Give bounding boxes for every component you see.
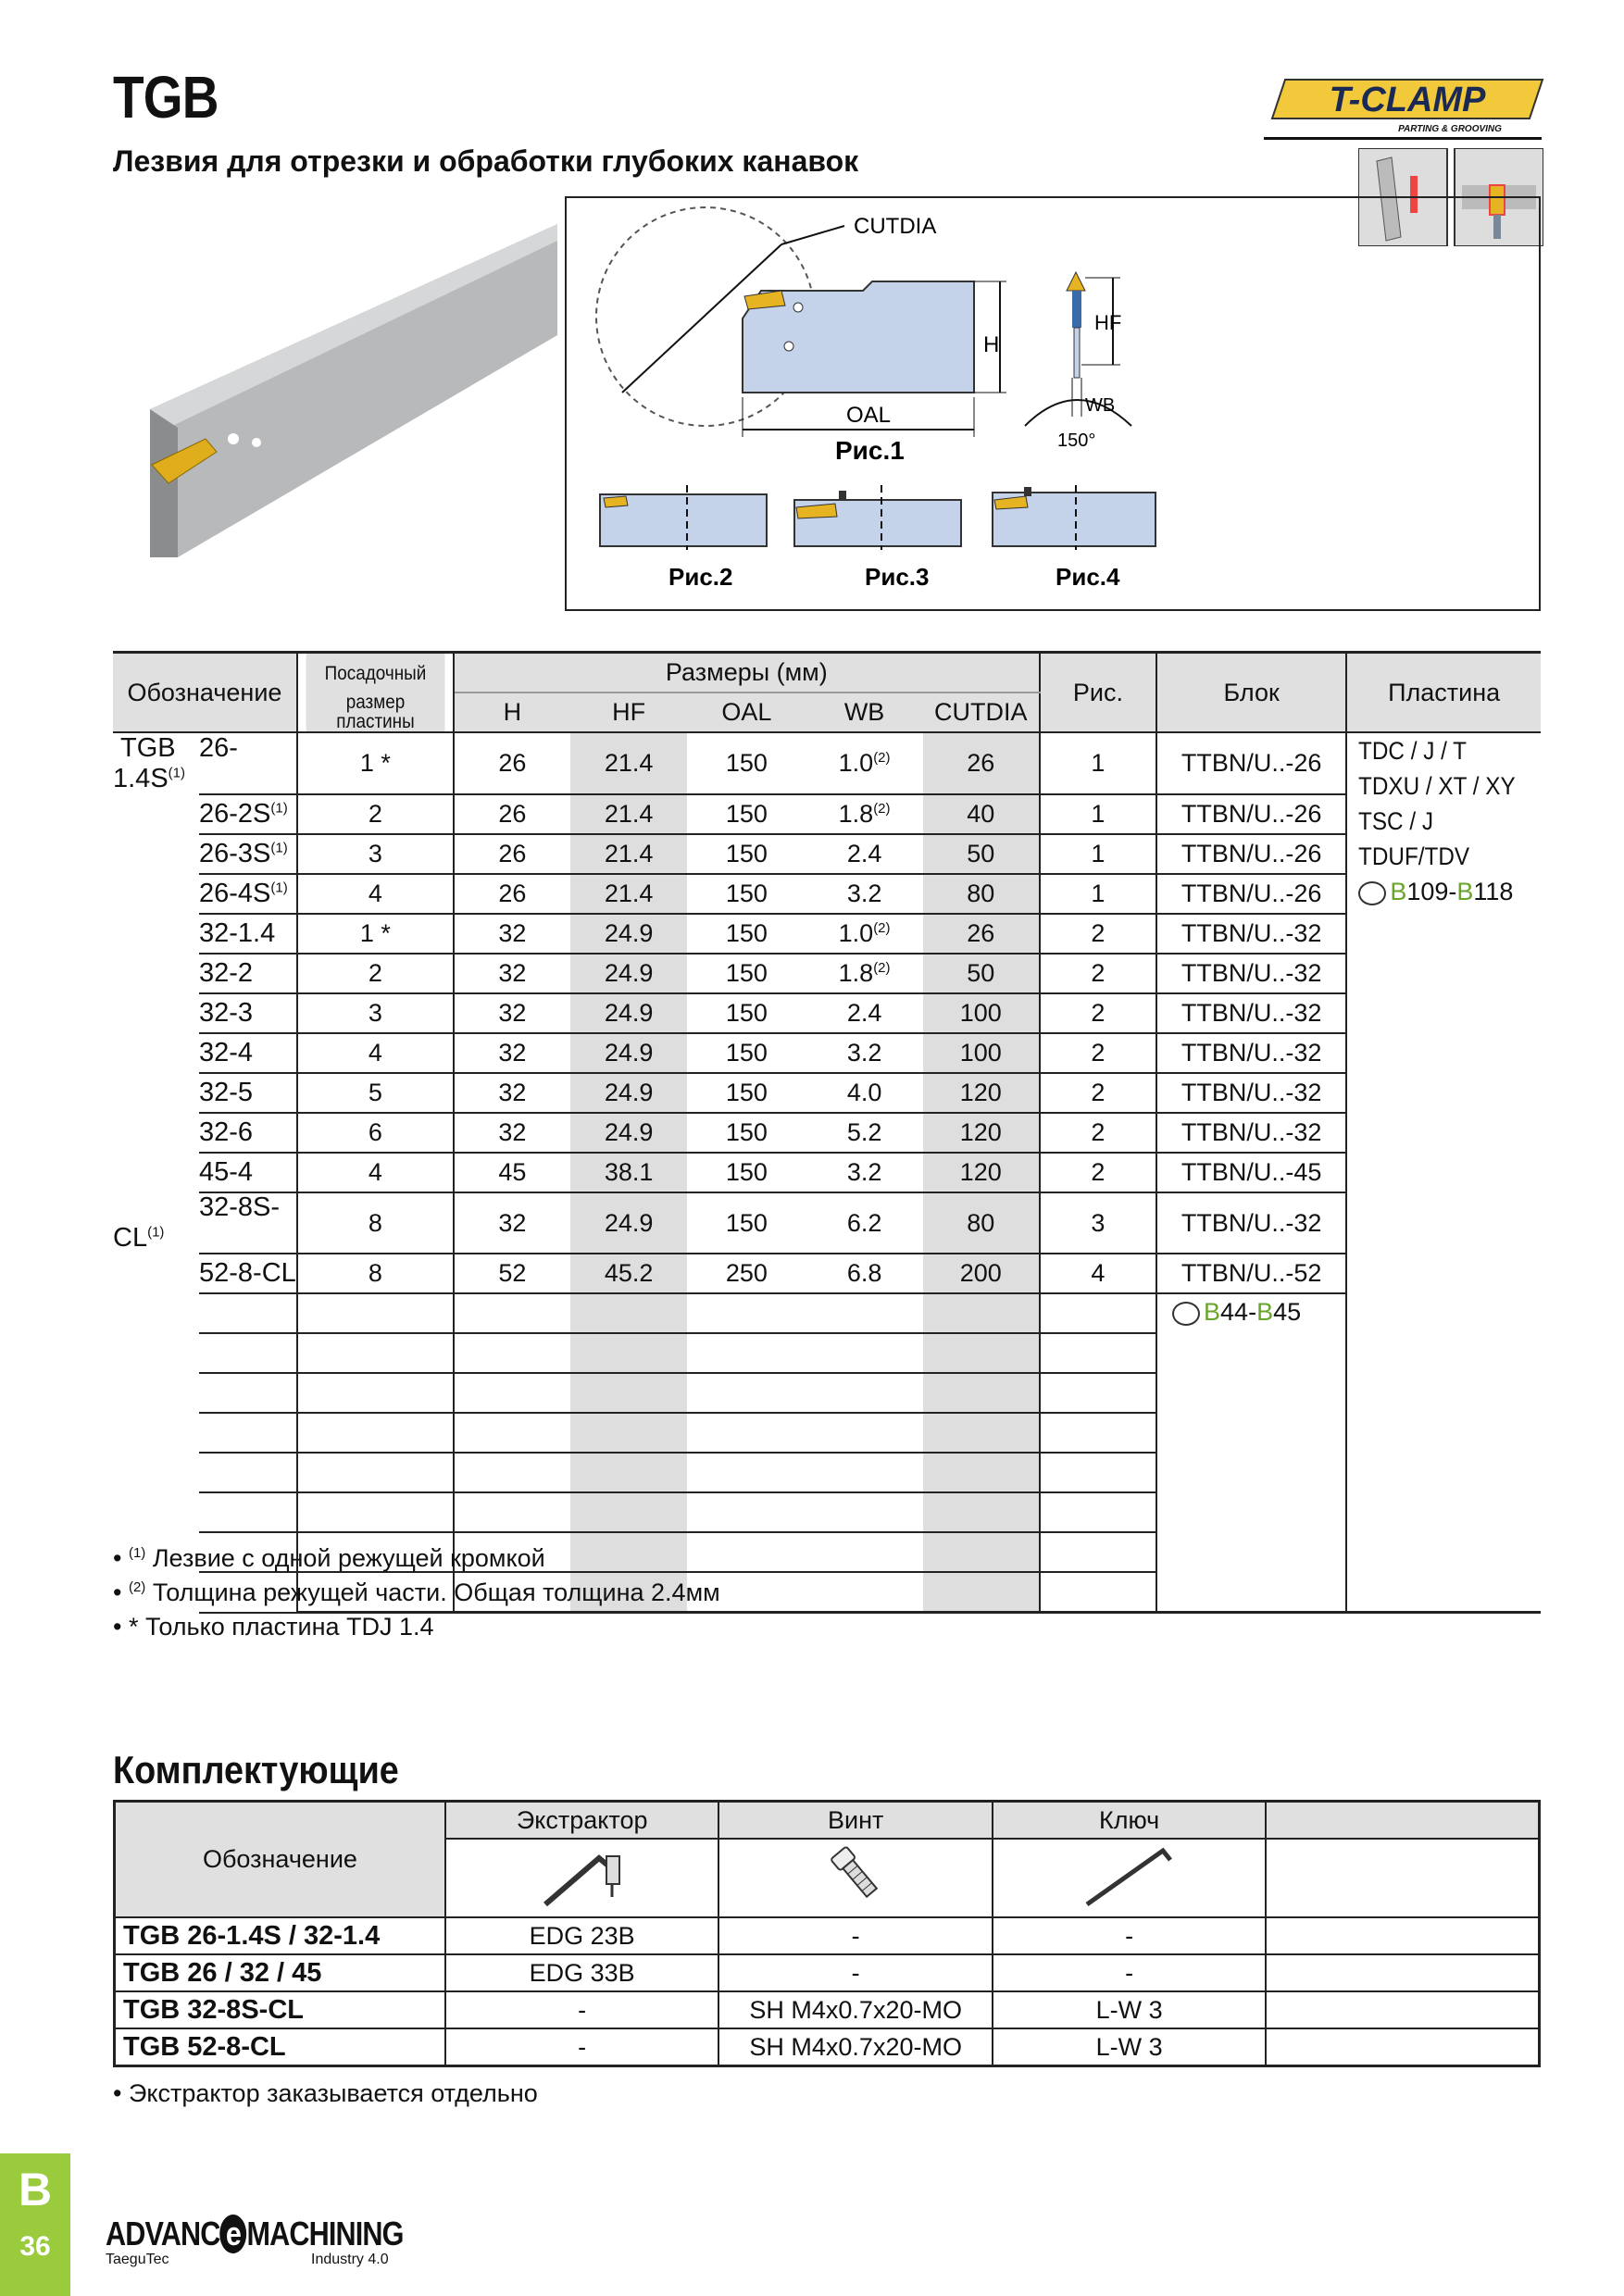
footnote-3: • * Только пластина TDJ 1.4: [113, 1613, 434, 1641]
cutdia-cell: 26: [923, 732, 1040, 794]
col-cutdia: CUTDIA: [923, 693, 1040, 732]
h-cell: 32: [454, 993, 570, 1033]
acc-name-cell: TGB 32-8S-CL: [115, 1991, 445, 2028]
key-icon: [993, 1839, 1266, 1917]
blade-photo: [113, 196, 557, 557]
fig-cell: 3: [1040, 1192, 1156, 1254]
acc-key-cell: -: [993, 1917, 1266, 1954]
wb-cell: 1.0$^{(2)}$: [806, 914, 923, 954]
designation-code: 32-4: [199, 1038, 254, 1067]
seat-cell: [297, 1453, 454, 1492]
h-cell: [454, 1492, 570, 1532]
h-cell: 26: [454, 834, 570, 874]
acc-col-screw: Винт: [718, 1802, 993, 1840]
cutdia-cell: 80: [923, 874, 1040, 914]
designation-prefix: TGB: [120, 733, 176, 763]
col-designation: Обозначение: [113, 653, 297, 733]
designation-code: 32-3: [199, 998, 254, 1028]
table-row: [113, 914, 1541, 954]
wb-cell: [806, 1413, 923, 1453]
wb-cell: [806, 1532, 923, 1572]
acc-name-cell: TGB 52-8-CL: [115, 2028, 445, 2066]
hf-cell: [570, 1492, 687, 1532]
acc-key-cell: -: [993, 1954, 1266, 1991]
designation-code: 32-6: [199, 1117, 254, 1147]
cutdia-cell: 200: [923, 1254, 1040, 1293]
designation-cell: [113, 954, 297, 993]
hf-cell: 45.2: [570, 1254, 687, 1293]
acc-col-empty: [1266, 1802, 1539, 1840]
oal-cell: 150: [687, 1033, 806, 1073]
oal-cell: 150: [687, 1153, 806, 1192]
hf-cell: [570, 1413, 687, 1453]
page-number: 36: [19, 2231, 51, 2262]
fig-cell: 4: [1040, 1254, 1156, 1293]
fig-cell: [1040, 1572, 1156, 1613]
insert-type: TDC / J / T: [1358, 737, 1468, 765]
accessory-row: [115, 1954, 1540, 1991]
fig1-caption: Рис.1: [835, 436, 905, 465]
designation-cell: [113, 1153, 297, 1192]
designation-code: 45-4: [199, 1157, 254, 1187]
wb-cell: 2.4: [806, 993, 923, 1033]
designation-code: 26-1.4S: [113, 733, 238, 793]
brand-logo: [1268, 74, 1546, 137]
hf-cell: [570, 1373, 687, 1413]
seat-cell: 1 *: [297, 914, 454, 954]
h-cell: 32: [454, 914, 570, 954]
wb-cell: 3.2: [806, 874, 923, 914]
oal-cell: 150: [687, 993, 806, 1033]
fig-cell: [1040, 1413, 1156, 1453]
hf-cell: 21.4: [570, 834, 687, 874]
seat-cell: [297, 1373, 454, 1413]
footer-logo: ADVANC e MACHINING TaeguTec Industry 4.0: [106, 2215, 404, 2267]
h-cell: [454, 1333, 570, 1373]
insert-type: TSC / J: [1358, 807, 1434, 835]
col-wb: WB: [806, 693, 923, 732]
hf-cell: 21.4: [570, 794, 687, 834]
accessories-note: • Экстрактор заказывается отдельно: [113, 2079, 538, 2107]
block-catalog-ref: B44-B45: [1157, 1298, 1345, 1327]
wb-cell: 6.2: [806, 1192, 923, 1254]
footnote-2: • $^{(2)}$ Толщина режущей части. Общая толщина 2.4мм: [113, 1578, 720, 1606]
extractor-icon: [445, 1839, 719, 1917]
fig-cell: [1040, 1492, 1156, 1532]
oal-cell: 150: [687, 914, 806, 954]
col-dims: Размеры (мм): [454, 653, 1040, 693]
brand-tag: PARTING & GROOVING: [1398, 124, 1502, 134]
seat-cell: 4: [297, 1153, 454, 1192]
seat-cell: 4: [297, 874, 454, 914]
fig2-caption: Рис.2: [668, 563, 733, 591]
accessories-table: [113, 1800, 1541, 2067]
designation-cell: [113, 732, 297, 794]
fig-cell: 2: [1040, 1073, 1156, 1113]
block-cell: TTBN/U..-26: [1156, 732, 1346, 794]
col-oal: OAL: [687, 693, 806, 732]
dimension-drawing: [567, 198, 1539, 609]
fig-cell: [1040, 1293, 1156, 1333]
oal-cell: [687, 1333, 806, 1373]
technical-diagram: [565, 196, 1541, 611]
oal-cell: [687, 1413, 806, 1453]
designation-cell: [113, 874, 297, 914]
wb-cell: 4.0: [806, 1073, 923, 1113]
fig-cell: 2: [1040, 1033, 1156, 1073]
wb-cell: 1.8$^{(2)}$: [806, 954, 923, 993]
designation-cell: [113, 1492, 297, 1532]
block-cell: TTBN/U..-26: [1156, 834, 1346, 874]
acc-col-key: Ключ: [993, 1802, 1266, 1840]
block-cell: TTBN/U..-26: [1156, 794, 1346, 834]
designation-code: 26-2S: [199, 799, 271, 829]
table-row: [113, 1113, 1541, 1153]
designation-cell: [113, 1333, 297, 1373]
block-cell: TTBN/U..-45: [1156, 1153, 1346, 1192]
label-angle: 150°: [1057, 430, 1096, 451]
acc-extractor-cell: EDG 33B: [445, 1954, 719, 1991]
fig4-caption: Рис.4: [1056, 563, 1120, 591]
fig-cell: 1: [1040, 794, 1156, 834]
h-cell: 52: [454, 1254, 570, 1293]
block-ref-cell: [1156, 1293, 1346, 1613]
hf-cell: 38.1: [570, 1153, 687, 1192]
designation-cell: [113, 1293, 297, 1333]
h-cell: [454, 1373, 570, 1413]
cutdia-cell: 120: [923, 1153, 1040, 1192]
designation-cell: [113, 914, 297, 954]
label-oal: OAL: [846, 403, 892, 428]
table-row: [113, 954, 1541, 993]
oal-cell: 150: [687, 954, 806, 993]
acc-screw-cell: -: [718, 1954, 993, 1991]
table-row: [113, 1033, 1541, 1073]
footnote-1: • $^{(1)}$ Лезвие с одной режущей кромкой: [113, 1544, 545, 1572]
cutdia-cell: [923, 1333, 1040, 1373]
wb-cell: 5.2: [806, 1113, 923, 1153]
table-row: [113, 1153, 1541, 1192]
cutdia-cell: 26: [923, 914, 1040, 954]
cutdia-cell: 80: [923, 1192, 1040, 1254]
accessory-row: [115, 1917, 1540, 1954]
hf-cell: 24.9: [570, 914, 687, 954]
hf-cell: [570, 1532, 687, 1572]
fig-cell: [1040, 1453, 1156, 1492]
brand-name: T-CLAMP: [1329, 81, 1486, 119]
h-cell: 26: [454, 732, 570, 794]
wb-cell: [806, 1373, 923, 1413]
cutdia-cell: [923, 1492, 1040, 1532]
acc-screw-cell: -: [718, 1917, 993, 1954]
wb-cell: [806, 1572, 923, 1613]
seat-cell: [297, 1413, 454, 1453]
wb-cell: [806, 1453, 923, 1492]
cutdia-cell: 50: [923, 834, 1040, 874]
fig-cell: [1040, 1333, 1156, 1373]
hf-cell: 24.9: [570, 1192, 687, 1254]
block-cell: TTBN/U..-32: [1156, 1113, 1346, 1153]
h-cell: 45: [454, 1153, 570, 1192]
insert-type: TDXU / XT / XY: [1358, 772, 1517, 800]
fig-cell: 1: [1040, 874, 1156, 914]
seat-cell: 1 *: [297, 732, 454, 794]
table-row: [113, 1192, 1541, 1254]
accessory-row: [115, 1991, 1540, 2028]
wb-cell: [806, 1293, 923, 1333]
designation-code: 26-4S: [199, 879, 271, 908]
designation-code: 32-2: [199, 958, 254, 988]
fig-cell: [1040, 1532, 1156, 1572]
designation-code: 32-1.4: [199, 918, 276, 948]
acc-col-designation: Обозначение: [115, 1802, 445, 1918]
h-cell: 32: [454, 1192, 570, 1254]
acc-key-cell: L-W 3: [993, 2028, 1266, 2066]
hf-cell: 24.9: [570, 1073, 687, 1113]
cutdia-cell: [923, 1413, 1040, 1453]
label-hf: HF: [1094, 311, 1122, 334]
block-cell: TTBN/U..-26: [1156, 874, 1346, 914]
cutdia-cell: 120: [923, 1113, 1040, 1153]
label-h: H: [983, 332, 1000, 357]
logo-left: TaeguTec: [106, 2252, 169, 2267]
designation-sup: (1): [168, 765, 186, 781]
oal-cell: [687, 1373, 806, 1413]
designation-cell: [113, 834, 297, 874]
hf-cell: [570, 1453, 687, 1492]
hf-cell: 21.4: [570, 874, 687, 914]
cutdia-cell: 100: [923, 1033, 1040, 1073]
acc-extractor-cell: -: [445, 2028, 719, 2066]
seat-cell: 4: [297, 1033, 454, 1073]
table-row: [113, 732, 1541, 794]
cutdia-cell: [923, 1453, 1040, 1492]
h-cell: 26: [454, 874, 570, 914]
h-cell: 32: [454, 1033, 570, 1073]
h-cell: 32: [454, 954, 570, 993]
table-row: [113, 834, 1541, 874]
designation-cell: [113, 993, 297, 1033]
insert-catalog-ref: B109-B118: [1358, 874, 1541, 909]
insert-cell: [1346, 732, 1541, 1613]
designation-cell: [113, 794, 297, 834]
fig-cell: 1: [1040, 834, 1156, 874]
page-subtitle: Лезвия для отрезки и обработки глубоких канавок: [113, 144, 859, 178]
h-cell: 32: [454, 1113, 570, 1153]
cutdia-cell: 100: [923, 993, 1040, 1033]
acc-screw-cell: SH M4x0.7x20-MO: [718, 1991, 993, 2028]
seat-cell: 5: [297, 1073, 454, 1113]
label-cutdia: CUTDIA: [854, 214, 937, 239]
fig-cell: 2: [1040, 954, 1156, 993]
page-title: TGB: [113, 64, 219, 131]
block-cell: TTBN/U..-32: [1156, 1073, 1346, 1113]
seat-cell: 8: [297, 1192, 454, 1254]
hf-cell: 24.9: [570, 1113, 687, 1153]
logo-right: Industry 4.0: [311, 2252, 389, 2267]
acc-empty-cell: [1266, 1954, 1539, 1991]
designation-cell: [113, 1113, 297, 1153]
col-seat-1: Посадочный: [305, 653, 445, 693]
cutdia-cell: [923, 1293, 1040, 1333]
fig-cell: 2: [1040, 1153, 1156, 1192]
blade-dimensions-table: [113, 651, 1541, 1614]
designation-cell: [113, 1373, 297, 1413]
oal-cell: 150: [687, 794, 806, 834]
acc-empty-cell: [1266, 1839, 1539, 1917]
label-wb: WB: [1085, 395, 1116, 416]
h-cell: [454, 1453, 570, 1492]
designation-code: 32-5: [199, 1078, 254, 1107]
oal-cell: 250: [687, 1254, 806, 1293]
col-h: H: [454, 693, 570, 732]
designation-code: 26-3S: [199, 839, 271, 868]
fig-cell: 1: [1040, 732, 1156, 794]
block-cell: TTBN/U..-32: [1156, 954, 1346, 993]
oal-cell: [687, 1293, 806, 1333]
screw-icon: [718, 1839, 993, 1917]
table-row: [113, 1073, 1541, 1113]
seat-cell: [297, 1333, 454, 1373]
table-row: [113, 1293, 1541, 1333]
section-letter: B: [18, 2164, 53, 2215]
designation-code: 52-8-CL: [199, 1258, 296, 1288]
seat-cell: [297, 1293, 454, 1333]
block-cell: TTBN/U..-32: [1156, 1192, 1346, 1254]
cutdia-cell: [923, 1532, 1040, 1572]
accessory-row: [115, 2028, 1540, 2066]
table-row: [113, 794, 1541, 834]
oal-cell: [687, 1492, 806, 1532]
hf-cell: 24.9: [570, 1033, 687, 1073]
cutdia-cell: 120: [923, 1073, 1040, 1113]
wb-cell: [806, 1492, 923, 1532]
h-cell: [454, 1413, 570, 1453]
cutdia-cell: [923, 1373, 1040, 1413]
wb-cell: 3.2: [806, 1033, 923, 1073]
col-insert: Пластина: [1346, 653, 1541, 733]
oal-cell: [687, 1453, 806, 1492]
hf-cell: [570, 1293, 687, 1333]
oal-cell: 150: [687, 732, 806, 794]
accessories-title: Комплектующие: [113, 1748, 399, 1791]
hf-cell: 21.4: [570, 732, 687, 794]
seat-cell: 3: [297, 834, 454, 874]
col-seat-2: размер пластины: [305, 693, 445, 732]
wb-cell: 3.2: [806, 1153, 923, 1192]
cutdia-cell: [923, 1572, 1040, 1613]
designation-cell: [113, 1192, 297, 1254]
seat-cell: 3: [297, 993, 454, 1033]
fig-cell: 2: [1040, 993, 1156, 1033]
acc-key-cell: L-W 3: [993, 1991, 1266, 2028]
col-fig: Рис.: [1040, 653, 1156, 733]
oal-cell: [687, 1532, 806, 1572]
wb-cell: 2.4: [806, 834, 923, 874]
section-tab: [0, 2153, 70, 2296]
col-hf: HF: [570, 693, 687, 732]
hf-cell: [570, 1333, 687, 1373]
designation-sup: (1): [270, 800, 288, 817]
designation-sup: (1): [270, 840, 288, 856]
seat-cell: [297, 1492, 454, 1532]
h-cell: 32: [454, 1073, 570, 1113]
h-cell: [454, 1293, 570, 1333]
designation-code: 32-8S-CL: [113, 1192, 281, 1253]
oal-cell: 150: [687, 1073, 806, 1113]
col-block: Блок: [1156, 653, 1346, 733]
designation-cell: [113, 1453, 297, 1492]
hf-cell: 24.9: [570, 954, 687, 993]
acc-screw-cell: SH M4x0.7x20-MO: [718, 2028, 993, 2066]
block-cell: TTBN/U..-32: [1156, 914, 1346, 954]
acc-empty-cell: [1266, 1917, 1539, 1954]
designation-sup: (1): [147, 1224, 165, 1241]
table-row: [113, 874, 1541, 914]
seat-cell: 2: [297, 794, 454, 834]
cutdia-cell: 40: [923, 794, 1040, 834]
acc-extractor-cell: EDG 23B: [445, 1917, 719, 1954]
acc-empty-cell: [1266, 2028, 1539, 2066]
seat-cell: 2: [297, 954, 454, 993]
cutdia-cell: 50: [923, 954, 1040, 993]
fig-cell: 2: [1040, 1113, 1156, 1153]
wb-cell: 6.8: [806, 1254, 923, 1293]
designation-cell: [113, 1033, 297, 1073]
oal-cell: 150: [687, 1113, 806, 1153]
h-cell: 26: [454, 794, 570, 834]
oal-cell: 150: [687, 1192, 806, 1254]
fig3-caption: Рис.3: [865, 563, 930, 591]
acc-name-cell: TGB 26 / 32 / 45: [115, 1954, 445, 1991]
oal-cell: 150: [687, 834, 806, 874]
acc-name-cell: TGB 26-1.4S / 32-1.4: [115, 1917, 445, 1954]
designation-sup: (1): [270, 880, 288, 896]
wb-cell: 1.0$^{(2)}$: [806, 732, 923, 794]
designation-cell: [113, 1254, 297, 1293]
acc-col-extractor: Экстрактор: [445, 1802, 719, 1840]
acc-extractor-cell: -: [445, 1991, 719, 2028]
header-rule: [1264, 137, 1542, 140]
wb-cell: [806, 1333, 923, 1373]
table-row: [113, 993, 1541, 1033]
wb-cell: 1.8$^{(2)}$: [806, 794, 923, 834]
fig-cell: [1040, 1373, 1156, 1413]
hf-cell: 24.9: [570, 993, 687, 1033]
insert-type: TDUF/TDV: [1358, 842, 1470, 870]
designation-cell: [113, 1073, 297, 1113]
block-cell: TTBN/U..-32: [1156, 993, 1346, 1033]
seat-cell: 6: [297, 1113, 454, 1153]
block-cell: TTBN/U..-32: [1156, 1033, 1346, 1073]
seat-cell: 8: [297, 1254, 454, 1293]
table-row: [113, 1254, 1541, 1293]
fig-cell: 2: [1040, 914, 1156, 954]
block-cell: TTBN/U..-52: [1156, 1254, 1346, 1293]
oal-cell: 150: [687, 874, 806, 914]
acc-empty-cell: [1266, 1991, 1539, 2028]
designation-cell: [113, 1413, 297, 1453]
